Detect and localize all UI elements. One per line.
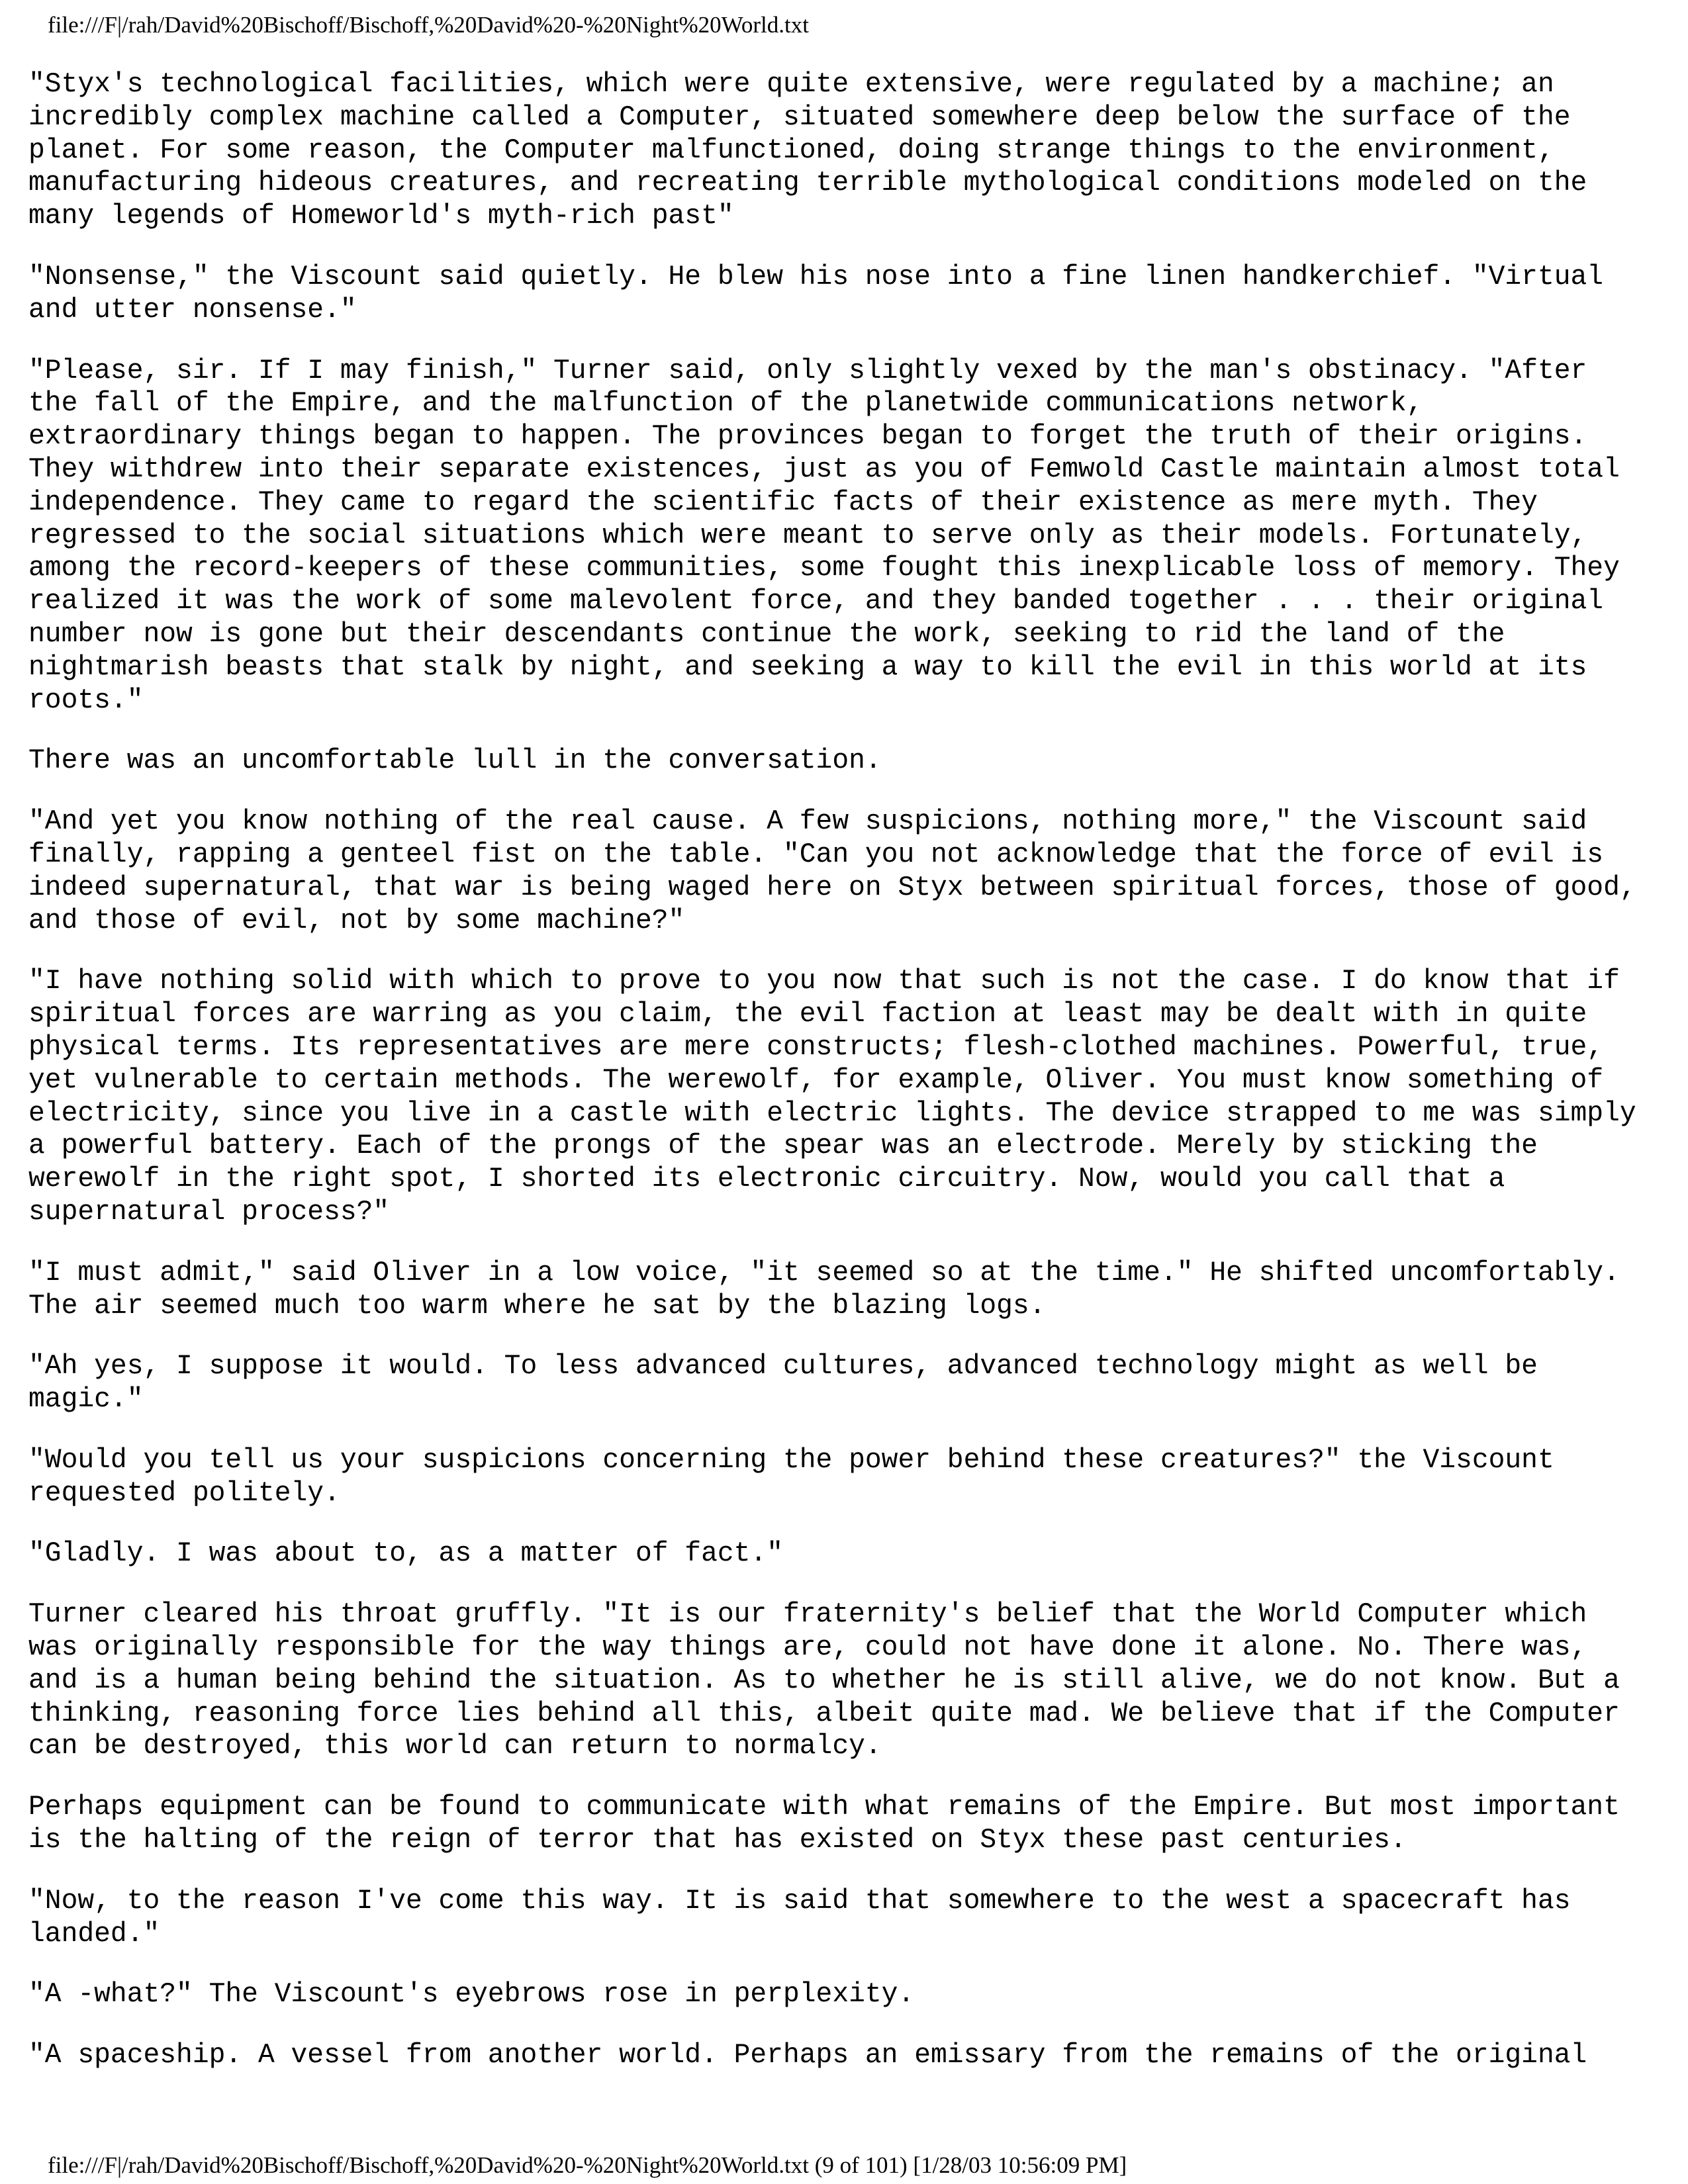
paragraph: There was an uncomfortable lull in the conversation.	[28, 746, 882, 777]
paragraph: Turner cleared his throat gruffly. "It is our fraternity's belief that the World Computer which was originally responsible for the way things are, could not have done it alone. No. There was, and is a human being behind the situation. As to whether he is still alive, we do not know. But a thinking, reasoning force lies behind all this, albeit quite mad. We believe that if the Computer can be destroyed, this world can return to normalcy.	[28, 1600, 1620, 1762]
paragraph: "I have nothing solid with which to prove to you now that such is not the case. I do know that if spiritual forces are warring as you claim, the evil faction at least may be dealt with in quite physical terms. Its representatives are mere constructs; flesh-clothed machines. Powerful, true, yet vulnerable to certain methods. The werewolf, for example, Oliver. You must know something of electricity, since you live in a castle with electric lights. The device strapped to me was simply a powerful battery. Each of the prongs of the spear was an electrode. Merely by sticking the werewolf in the right spot, I shorted its electronic circuitry. Now, would you call that a supernatural process?"	[28, 966, 1636, 1228]
paragraph: "A -what?" The Viscount's eyebrows rose in perplexity.	[28, 1979, 915, 2011]
paragraph: "Nonsense," the Viscount said quietly. He blew his nose into a fine linen handkerchief. "Virtual and utter nonsense."	[28, 261, 1604, 326]
paragraph: "A spaceship. A vessel from another world. Perhaps an emissary from the remains of the original	[28, 2040, 1587, 2071]
paragraph: "Would you tell us your suspicions concerning the power behind these creatures?" the Viscount requested politely.	[28, 1445, 1554, 1509]
document-body	[28, 69, 1664, 2101]
paragraph: Perhaps equipment can be found to communicate with what remains of the Empire. But most important is the halting of the reign of terror that has existed on Styx these past centuries.	[28, 1792, 1620, 1856]
paragraph: "Please, sir. If I may finish," Turner said, only slightly vexed by the man's obstinacy. "After the fall of the Empire, and the malfunction of the planetwide communications network, extraordinary things began to happen. The provinces began to forget the truth of their origins. They withdrew into their separate existences, just as you of Femwold Castle maintain almost total independence. They came to regard the scientific facts of their existence as mere myth. They regressed to the social situations which were meant to serve only as their models. Fortunately, among the record-keepers of these communities, some fought this inexplicable loss of memory. They realized it was the work of some malevolent force, and they banded together . . . their original number now is gone but their descendants continue the work, seeking to rid the land of the nightmarish beasts that stalk by night, and seeking a way to kill the evil in this world at its roots."	[28, 355, 1620, 716]
paragraph: "Now, to the reason I've come this way. It is said that somewhere to the west a spacecraft has landed."	[28, 1886, 1571, 1950]
footer-page-info: file:///F|/rah/David%20Bischoff/Bischoff,%20David%20-%20Night%20World.txt (9 of 101) [1/28/03 10:56:09 PM]	[48, 2152, 1127, 2178]
paragraph: "Styx's technological facilities, which were quite extensive, were regulated by a machine; an incredibly complex machine called a Computer, situated somewhere deep below the surface of the planet. For some reason, the Computer malfunctioned, doing strange things to the environment, manufacturing hideous creatures, and recreating terrible mythological conditions modeled on the many legends of Homeworld's myth-rich past"	[28, 69, 1587, 232]
paragraph: "And yet you know nothing of the real cause. A few suspicions, nothing more," the Viscount said finally, rapping a genteel fist on the table. "Can you not acknowledge that the force of evil is indeed supernatural, that war is being waged here on Styx between spiritual forces, those of good, and those of evil, not by some machine?"	[28, 807, 1636, 936]
paragraph: "Gladly. I was about to, as a matter of fact."	[28, 1539, 783, 1570]
paragraph: "Ah yes, I suppose it would. To less advanced cultures, advanced technology might as well be magic."	[28, 1351, 1538, 1416]
header-file-path: file:///F|/rah/David%20Bischoff/Bischoff,%20David%20-%20Night%20World.txt	[48, 12, 809, 38]
paragraph: "I must admit," said Oliver in a low voice, "it seemed so at the time." He shifted uncomfortably. The air seemed much too warm where he sat by the blazing logs.	[28, 1257, 1620, 1322]
